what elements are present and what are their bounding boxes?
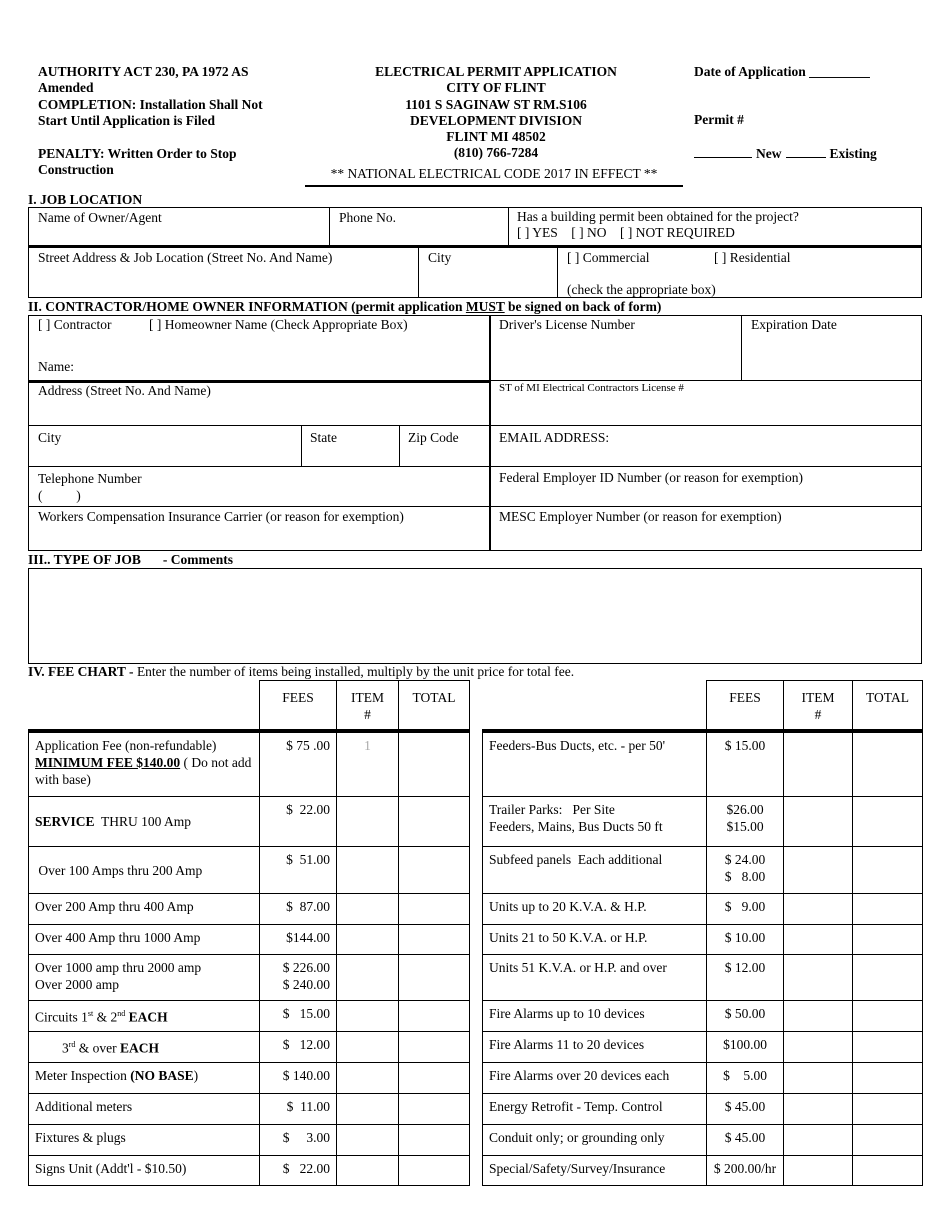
fee-table-right xyxy=(482,680,923,1186)
fee-description: Units up to 20 K.V.A. & H.P. xyxy=(483,894,707,925)
fee-amount: $ 226.00 $ 240.00 xyxy=(260,955,337,1001)
fee-row xyxy=(483,955,923,1001)
fee-header-row xyxy=(29,681,470,731)
building-permit-options[interactable]: [ ] YES [ ] NO [ ] NOT REQUIRED xyxy=(517,225,735,240)
header-item: ITEM # xyxy=(784,681,853,731)
fee-amount: $26.00 $15.00 xyxy=(707,797,784,847)
fee-description: Feeders-Bus Ducts, etc. - per 50' xyxy=(483,731,707,797)
city-field[interactable] xyxy=(419,248,558,298)
fee-row xyxy=(483,925,923,955)
fee-amount: $ 75 .00 xyxy=(260,731,337,797)
item-count-field[interactable] xyxy=(337,797,399,847)
item-count-field[interactable] xyxy=(337,894,399,925)
fee-row xyxy=(483,894,923,925)
total-field[interactable] xyxy=(853,797,923,847)
fee-amount: $ 22.00 xyxy=(260,1156,337,1186)
total-field[interactable] xyxy=(853,1125,923,1156)
total-field[interactable] xyxy=(399,1001,470,1032)
form-title: ELECTRICAL PERMIT APPLICATION xyxy=(375,64,617,79)
new-label: New xyxy=(756,146,782,161)
total-field[interactable] xyxy=(853,1156,923,1186)
fee-amount: $ 50.00 xyxy=(707,1001,784,1032)
fee-row xyxy=(483,1094,923,1125)
contractor-city-field[interactable]: City xyxy=(38,430,62,445)
commercial-checkbox[interactable]: [ ] Commercial xyxy=(567,250,650,265)
fee-amount: $ 12.00 xyxy=(260,1032,337,1063)
office-line: CITY OF FLINT xyxy=(446,80,546,96)
fee-description: Over 200 Amp thru 400 Amp xyxy=(29,894,260,925)
new-existing-field[interactable] xyxy=(694,146,877,162)
fee-amount: $ 12.00 xyxy=(707,955,784,1001)
item-count-field[interactable] xyxy=(337,1001,399,1032)
permit-number-field[interactable]: Permit # xyxy=(694,112,744,127)
fee-table-left xyxy=(28,680,470,1186)
job-location-table xyxy=(28,207,922,298)
fee-row xyxy=(483,797,923,847)
item-count-field[interactable] xyxy=(337,1094,399,1125)
fee-description: Energy Retrofit - Temp. Control xyxy=(483,1094,707,1125)
telephone-field[interactable]: Telephone Number ( ) xyxy=(38,471,142,503)
email-field[interactable]: EMAIL ADDRESS: xyxy=(499,430,610,445)
job-comments-field[interactable] xyxy=(28,568,922,664)
authority-block xyxy=(38,64,263,129)
header-item: ITEM # xyxy=(337,681,399,731)
license-field[interactable]: ST of MI Electrical Contractors License # xyxy=(499,382,684,394)
item-count-field[interactable] xyxy=(784,1032,853,1063)
office-line: FLINT MI 48502 xyxy=(446,129,546,145)
total-field[interactable] xyxy=(399,1125,470,1156)
fee-amount: $ 15.00 xyxy=(260,1001,337,1032)
fee-row xyxy=(29,925,470,955)
fee-row xyxy=(29,955,470,1001)
fee-amount: $ 200.00/hr xyxy=(707,1156,784,1186)
fee-description: Special/Safety/Survey/Insurance xyxy=(483,1156,707,1186)
fee-description: Over 1000 amp thru 2000 amp Over 2000 amp xyxy=(29,955,260,1001)
item-count-field[interactable] xyxy=(337,1063,399,1094)
total-field[interactable] xyxy=(853,1094,923,1125)
fee-amount: $ 45.00 xyxy=(707,1125,784,1156)
drivers-license-field[interactable]: Driver's License Number xyxy=(499,317,635,332)
fee-row xyxy=(29,731,470,797)
item-count-field[interactable] xyxy=(784,1063,853,1094)
total-field[interactable] xyxy=(399,894,470,925)
fee-description: Fire Alarms 11 to 20 devices xyxy=(483,1032,707,1063)
divider xyxy=(305,185,683,187)
state-field[interactable]: State xyxy=(310,430,337,445)
city-label: City xyxy=(428,250,452,265)
item-count-field[interactable] xyxy=(337,1032,399,1063)
contractor-heading: II. CONTRACTOR/HOME OWNER INFORMATION (permit application MUST be signed on back of form) xyxy=(28,299,662,314)
name-field[interactable]: Name: xyxy=(38,359,74,374)
item-count-field[interactable] xyxy=(784,1094,853,1125)
fee-description: Over 100 Amps thru 200 Amp xyxy=(29,847,260,894)
item-count-field[interactable] xyxy=(784,731,853,797)
total-field[interactable] xyxy=(399,1094,470,1125)
header-blank xyxy=(483,681,707,731)
fee-description: Additional meters xyxy=(29,1094,260,1125)
total-field[interactable] xyxy=(399,731,470,797)
fee-amount: $ 45.00 xyxy=(707,1094,784,1125)
total-field[interactable] xyxy=(853,1063,923,1094)
fee-description: Signs Unit (Addt'l - $10.50) xyxy=(29,1156,260,1186)
fee-row xyxy=(29,1001,470,1032)
item-count-field[interactable] xyxy=(784,1156,853,1186)
owner-field[interactable] xyxy=(29,208,330,245)
fee-description: Conduit only; or grounding only xyxy=(483,1125,707,1156)
fee-amount: $ 10.00 xyxy=(707,925,784,955)
total-field[interactable] xyxy=(853,847,923,894)
fee-description: SERVICE THRU 100 Amp xyxy=(29,797,260,847)
header-total: TOTAL xyxy=(399,681,470,731)
office-phone: (810) 766-7284 xyxy=(453,145,539,161)
street-label: Street Address & Job Location (Street No. And Name) xyxy=(38,250,333,265)
fee-row xyxy=(483,1063,923,1094)
fee-amount: $ 140.00 xyxy=(260,1063,337,1094)
total-field[interactable] xyxy=(853,1001,923,1032)
authority-line: COMPLETION: Installation Shall Not xyxy=(38,96,263,112)
total-field[interactable] xyxy=(399,1156,470,1186)
fee-description: Fixtures & plugs xyxy=(29,1125,260,1156)
total-field[interactable] xyxy=(399,847,470,894)
item-count-field[interactable] xyxy=(784,1001,853,1032)
fee-description: Subfeed panels Each additional xyxy=(483,847,707,894)
fee-amount: $144.00 xyxy=(260,925,337,955)
fee-amount: $ 3.00 xyxy=(260,1125,337,1156)
fee-row xyxy=(29,847,470,894)
fee-amount: $ 24.00 $ 8.00 xyxy=(707,847,784,894)
item-count-field[interactable]: 1 xyxy=(337,731,399,797)
fee-row xyxy=(483,847,923,894)
fee-amount: $ 15.00 xyxy=(707,731,784,797)
total-field[interactable] xyxy=(853,894,923,925)
item-count-field[interactable] xyxy=(337,925,399,955)
phone-field[interactable] xyxy=(330,208,509,245)
fee-row xyxy=(29,1063,470,1094)
item-count-field[interactable] xyxy=(784,1125,853,1156)
fee-amount: $ 51.00 xyxy=(260,847,337,894)
fee-amount: $ 5.00 xyxy=(707,1063,784,1094)
item-count-field[interactable] xyxy=(337,847,399,894)
penalty-line: PENALTY: Written Order to Stop xyxy=(38,146,237,161)
item-count-field[interactable] xyxy=(784,925,853,955)
fee-description: Circuits 1st & 2nd EACH xyxy=(29,1001,260,1032)
fee-description: Units 51 K.V.A. or H.P. and over xyxy=(483,955,707,1001)
fee-row xyxy=(29,894,470,925)
job-type-heading: III.. TYPE OF JOB - Comments xyxy=(28,552,234,567)
header-total: TOTAL xyxy=(853,681,923,731)
item-count-field[interactable] xyxy=(337,1156,399,1186)
office-line: 1101 S SAGINAW ST RM.S106 xyxy=(405,96,587,112)
fee-row xyxy=(483,1032,923,1063)
fee-amount: $ 22.00 xyxy=(260,797,337,847)
fee-row xyxy=(29,1125,470,1156)
penalty-block xyxy=(38,146,237,179)
total-field[interactable] xyxy=(853,731,923,797)
existing-label: Existing xyxy=(829,146,877,161)
header-fees: FEES xyxy=(707,681,784,731)
item-count-field[interactable] xyxy=(784,847,853,894)
address-field[interactable]: Address (Street No. And Name) xyxy=(38,383,211,398)
fee-row xyxy=(483,731,923,797)
fee-row xyxy=(29,1156,470,1186)
workers-comp-field[interactable]: Workers Compensation Insurance Carrier (or reason for exemption) xyxy=(38,509,404,524)
date-of-application-field[interactable]: Date of Application _________ xyxy=(694,64,870,79)
mesc-field[interactable]: MESC Employer Number (or reason for exemption) xyxy=(499,509,782,524)
total-field[interactable] xyxy=(399,1032,470,1063)
total-field[interactable] xyxy=(853,1032,923,1063)
contractor-checkbox[interactable]: [ ] Contractor xyxy=(38,317,112,332)
fee-amount: $100.00 xyxy=(707,1032,784,1063)
total-field[interactable] xyxy=(399,797,470,847)
authority-line: Amended xyxy=(38,80,94,96)
building-permit-question[interactable] xyxy=(517,208,799,241)
owner-label: Name of Owner/Agent xyxy=(38,210,162,225)
contractor-table xyxy=(28,315,922,551)
building-permit-label: Has a building permit been obtained for the project? xyxy=(517,209,799,224)
street-address-field[interactable] xyxy=(29,248,419,298)
total-field[interactable] xyxy=(399,1063,470,1094)
header-fees: FEES xyxy=(260,681,337,731)
fee-description: Application Fee (non-refundable) MINIMUM FEE $140.00 ( Do not add with base) xyxy=(29,731,260,797)
fee-description: Fire Alarms over 20 devices each xyxy=(483,1063,707,1094)
fee-row xyxy=(483,1125,923,1156)
fee-row xyxy=(29,797,470,847)
authority-line: Start Until Application is Filed xyxy=(38,112,216,128)
homeowner-checkbox[interactable]: [ ] Homeowner Name (Check Appropriate Box) xyxy=(149,317,408,332)
fee-description: Over 400 Amp thru 1000 Amp xyxy=(29,925,260,955)
fee-description: Units 21 to 50 K.V.A. or H.P. xyxy=(483,925,707,955)
fee-description: Fire Alarms up to 10 devices xyxy=(483,1001,707,1032)
fein-field[interactable]: Federal Employer ID Number (or reason for exemption) xyxy=(499,470,804,485)
item-count-field[interactable] xyxy=(784,894,853,925)
fee-header-row xyxy=(483,681,923,731)
fee-row xyxy=(483,1001,923,1032)
item-count-field[interactable] xyxy=(337,1125,399,1156)
job-location-heading: I. JOB LOCATION xyxy=(28,192,143,207)
item-count-field[interactable] xyxy=(337,955,399,1001)
code-notice: ** NATIONAL ELECTRICAL CODE 2017 IN EFFECT ** xyxy=(330,166,658,181)
fee-description: Trailer Parks: Per Site Feeders, Mains, Bus Ducts 50 ft xyxy=(483,797,707,847)
residential-checkbox[interactable]: [ ] Residential xyxy=(714,250,791,265)
zip-field[interactable]: Zip Code xyxy=(408,430,459,445)
check-note: (check the appropriate box) xyxy=(567,282,716,297)
fee-row xyxy=(29,1094,470,1125)
total-field[interactable] xyxy=(853,925,923,955)
fee-description: Meter Inspection (NO BASE) xyxy=(29,1063,260,1094)
fee-chart-heading: IV. FEE CHART - Enter the number of items being installed, multiply by the unit price for total fee. xyxy=(28,664,575,679)
total-field[interactable] xyxy=(853,955,923,1001)
item-count-field[interactable] xyxy=(784,797,853,847)
fee-amount: $ 87.00 xyxy=(260,894,337,925)
office-block xyxy=(346,64,646,162)
fee-description: 3rd & over EACH xyxy=(29,1032,260,1063)
fee-amount: $ 9.00 xyxy=(707,894,784,925)
total-field[interactable] xyxy=(399,955,470,1001)
fee-row xyxy=(483,1156,923,1186)
penalty-line: Construction xyxy=(38,162,114,178)
expiration-date-field[interactable]: Expiration Date xyxy=(751,317,837,332)
fee-amount: $ 11.00 xyxy=(260,1094,337,1125)
total-field[interactable] xyxy=(399,925,470,955)
item-count-field[interactable] xyxy=(784,955,853,1001)
authority-line: AUTHORITY ACT 230, PA 1972 AS xyxy=(38,64,249,79)
fee-row xyxy=(29,1032,470,1063)
office-line: DEVELOPMENT DIVISION xyxy=(410,112,582,128)
header-blank xyxy=(29,681,260,731)
phone-label: Phone No. xyxy=(339,210,396,225)
